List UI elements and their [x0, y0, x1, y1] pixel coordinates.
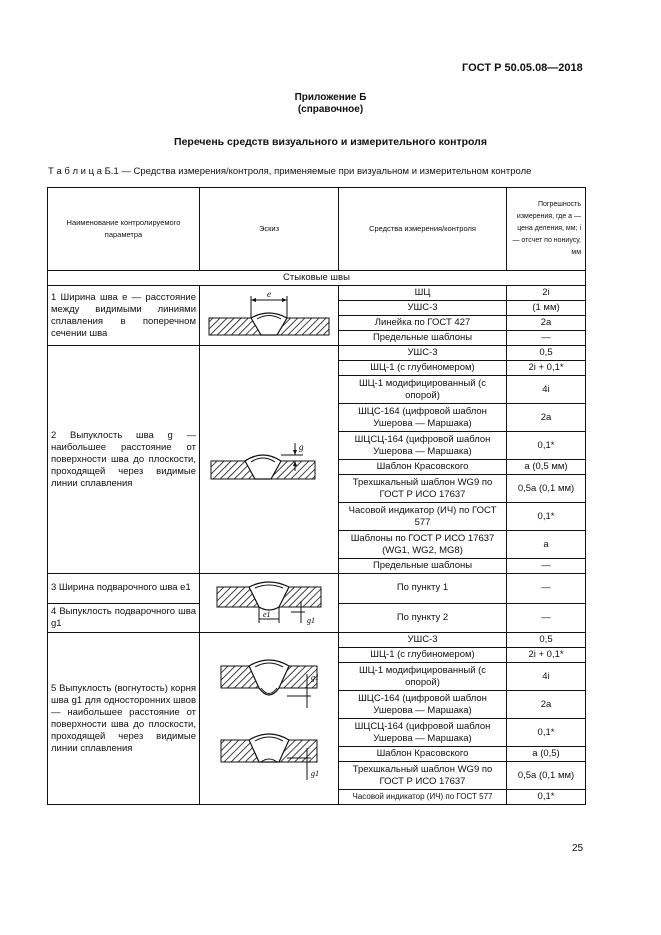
error-cell: —: [507, 331, 586, 346]
error-cell: a (0,5): [507, 747, 586, 762]
sketch-label-g1: g1: [307, 616, 315, 625]
param-4-text: 4 Выпуклость подварочного шва g1: [48, 603, 200, 633]
header-param: Наименование контролируемого параметра: [48, 188, 200, 271]
appendix-title: Приложение Б: [294, 92, 367, 103]
backing-weld-diagram: [207, 575, 331, 631]
error-cell: 0,5: [507, 346, 586, 361]
error-cell: 4i: [507, 376, 586, 404]
param-1-text: 1 Ширина шва e — расстояние между видимыми линиями сплавления в поперечном сечении шва: [48, 286, 200, 346]
instrument-cell: Шаблоны по ГОСТ Р ИСО 17637 (WG1, WG2, MG8): [339, 531, 507, 559]
error-cell: 2a: [507, 404, 586, 432]
table-row: [48, 346, 586, 361]
table-row: [48, 633, 586, 648]
group-row: [48, 271, 586, 286]
instrument-cell: ШЦ-1 (с глубиномером): [339, 648, 507, 663]
root-convexity-sketch: [200, 633, 339, 805]
error-cell: 0,5a (0,1 мм): [507, 475, 586, 503]
root-convexity-diagram: [207, 644, 331, 794]
instrument-cell: УШС-3: [339, 346, 507, 361]
error-cell: 2i: [507, 286, 586, 301]
instrument-cell: Часовой индикатор (ИЧ) по ГОСТ 577: [339, 790, 507, 805]
backing-weld-sketch: [200, 574, 339, 633]
sketch-label-g: g: [299, 441, 304, 452]
error-cell: (1 мм): [507, 301, 586, 316]
weld-width-sketch: [200, 286, 339, 346]
appendix-subtitle: (справочное): [297, 104, 364, 115]
instrument-cell: ШЦС-164 (цифровой шаблон Ушерова — Маршака): [339, 404, 507, 432]
instrument-cell: ШЦСЦ-164 (цифровой шаблон Ушерова — Маршака): [339, 719, 507, 747]
group-butt-welds: Стыковые швы: [48, 271, 586, 286]
weld-width-diagram: [207, 288, 331, 344]
instrument-cell: Трехшкальный шаблон WG9 по ГОСТ Р ИСО 17637: [339, 762, 507, 790]
instrument-cell: Предельные шаблоны: [339, 331, 507, 346]
instrument-cell: Предельные шаблоны: [339, 559, 507, 574]
instrument-cell: ШЦС-164 (цифровой шаблон Ушерова — Маршака): [339, 691, 507, 719]
sketch-label-e: e: [267, 288, 271, 299]
instrument-cell: Шаблон Красовского: [339, 747, 507, 762]
error-cell: a (0,5 мм): [507, 460, 586, 475]
instrument-cell: ШЦ-1 (с глубиномером): [339, 361, 507, 376]
error-cell: 2i + 0,1*: [507, 648, 586, 663]
instrument-cell: УШС-3: [339, 633, 507, 648]
error-cell: 0,1*: [507, 790, 586, 805]
error-cell: 2a: [507, 316, 586, 331]
instrument-cell: УШС-3: [339, 301, 507, 316]
error-cell: 0,5a (0,1 мм): [507, 762, 586, 790]
error-cell: —: [507, 603, 586, 633]
instrument-cell: По пункту 2: [339, 603, 507, 633]
weld-convexity-diagram: [207, 435, 331, 485]
error-cell: a: [507, 531, 586, 559]
error-cell: 0,5: [507, 633, 586, 648]
table-caption: Т а б л и ц а Б.1 — Средства измерения/контроля, применяемые при визуальном и измерительном контроле: [48, 166, 532, 177]
page-number: 25: [572, 843, 584, 854]
error-cell: 2i + 0,1*: [507, 361, 586, 376]
instrument-cell: Шаблон Красовского: [339, 460, 507, 475]
error-cell: 2a: [507, 691, 586, 719]
sketch-label-e1: e1: [263, 610, 271, 619]
error-cell: 0,1*: [507, 503, 586, 531]
weld-convexity-sketch: [200, 346, 339, 574]
error-cell: —: [507, 559, 586, 574]
error-cell: —: [507, 574, 586, 604]
sketch-label-g1-b: g1: [311, 768, 319, 778]
sketch-label-g1-a: g1: [311, 672, 319, 682]
instrument-cell: ШЦ: [339, 286, 507, 301]
header-sketch: Эскиз: [200, 188, 339, 271]
error-cell: 4i: [507, 663, 586, 691]
param-2-text: 2 Выпуклость шва g — наибольшее расстояние от поверхности шва до плоскости, проходящей через видимые линии сплавления: [48, 346, 200, 574]
page-title: Перечень средств визуального и измерительного контроля: [174, 136, 487, 148]
instrument-cell: По пункту 1: [339, 574, 507, 604]
header-instrument: Средства измерения/контроля: [339, 188, 507, 271]
error-cell: 0,1*: [507, 719, 586, 747]
instrument-cell: Трехшкальный шаблон WG9 по ГОСТ Р ИСО 17637: [339, 475, 507, 503]
instrument-cell: ШЦ-1 модифицированный (с опорой): [339, 663, 507, 691]
error-cell: 0,1*: [507, 432, 586, 460]
instrument-cell: ШЦСЦ-164 (цифровой шаблон Ушерова — Маршака): [339, 432, 507, 460]
param-3-text: 3 Ширина подварочного шва e1: [48, 574, 200, 604]
table-row: [48, 574, 586, 604]
header-error: Погрешность измерения, где a — цена деления, мм; i — отсчет по нониусу, мм: [507, 188, 586, 271]
param-5-text: 5 Выпуклость (вогнутость) корня шва g1 для односторонних швов — наибольшее расстояние от поверхности шва до плоскости, проходящей через видимые линии сплавления: [48, 633, 200, 805]
table-row: [48, 286, 586, 301]
document-number: ГОСТ Р 50.05.08—2018: [462, 62, 583, 74]
instrument-cell: Часовой индикатор (ИЧ) по ГОСТ 577: [339, 503, 507, 531]
instruments-table: [47, 187, 586, 805]
appendix-heading: [0, 92, 661, 116]
table-header-row: [48, 188, 586, 271]
instrument-cell: Линейка по ГОСТ 427: [339, 316, 507, 331]
instrument-cell: ШЦ-1 модифицированный (с опорой): [339, 376, 507, 404]
